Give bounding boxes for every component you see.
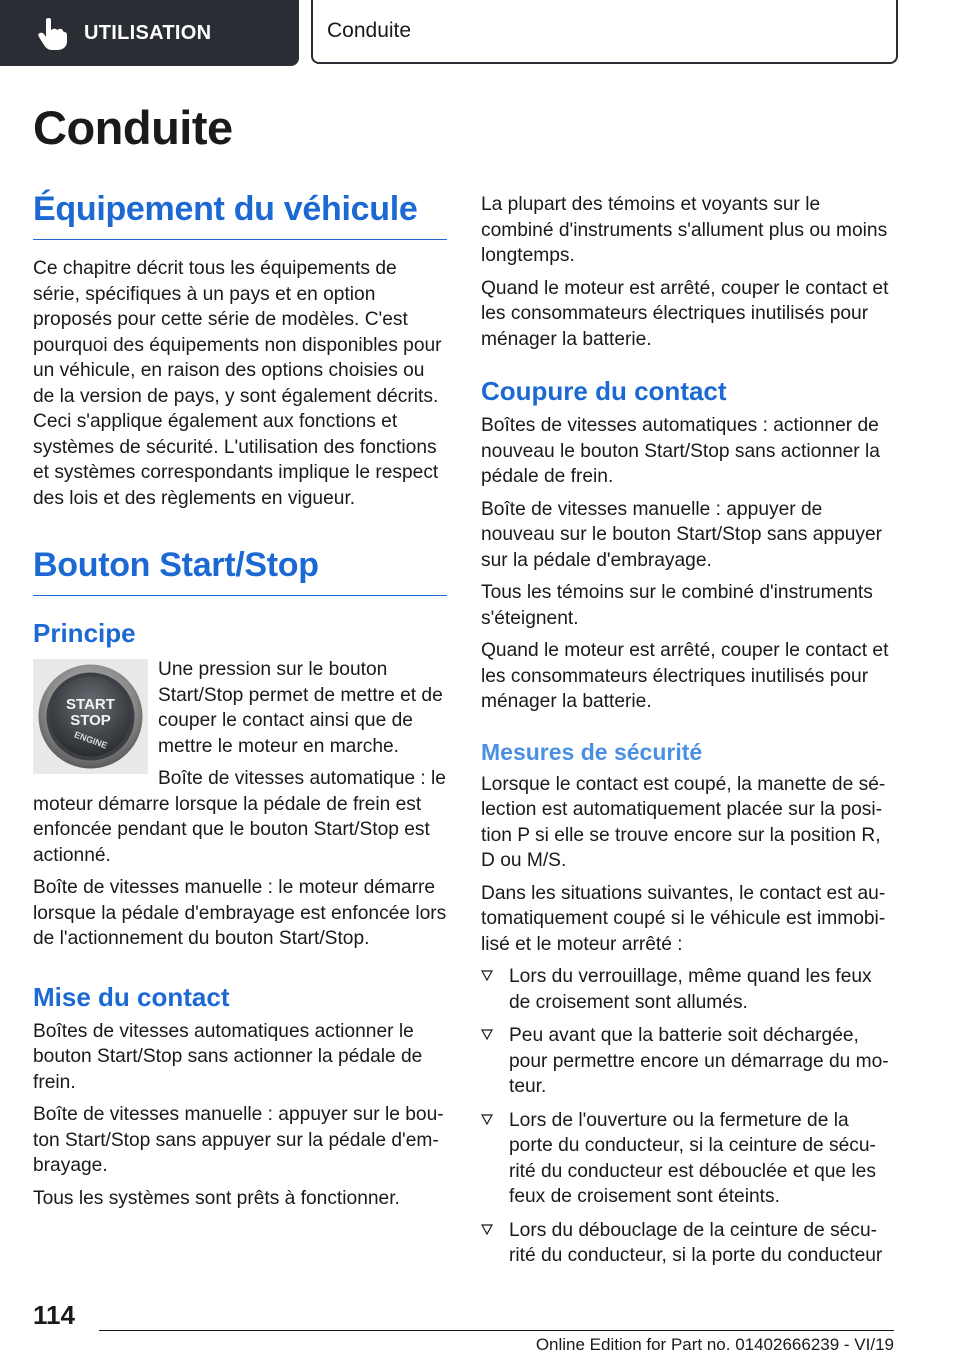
ignition-on-text-3: Tous les systèmes sont prêts à fonctionner.	[33, 1187, 400, 1209]
list-item: Lors du débouclage de la ceinture de sécurité du conducteur, si la porte du conducteur	[481, 1218, 895, 1269]
list-item: Lors du verrouillage, même quand les feux de croisement sont allumés.	[481, 964, 895, 1015]
ignition-on-text-2: Boîte de vitesses manuelle : appuyer sur le bouton Start/Stop sans appuyer sur la pédale d'embrayage.	[33, 1104, 444, 1176]
triangle-bullet-icon	[481, 970, 493, 982]
principle-text-2: Boîte de vitesses automatique : le moteur démarre lorsque la pédale de frein est enfoncée pendant que le bouton Start/Stop est actionné.	[33, 768, 446, 866]
right-column	[481, 192, 895, 1269]
principle-text-1: Une pression sur le bouton Start/Stop permet de mettre et de couper le contact ainsi que de mettre le moteur en marche.	[158, 659, 443, 757]
button-text-stop: STOP	[70, 712, 111, 729]
intro-text-2: Quand le moteur est arrêté, couper le contact et les consommateurs électriques inutilisés pour ménager la batterie.	[481, 277, 889, 350]
ignition-off-text-4: Quand le moteur est arrêté, couper le contact et les consommateurs électriques inutilisés pour ménager la batterie.	[481, 640, 889, 712]
heading-safety: Mesures de sécurité	[481, 738, 703, 765]
footer-divider	[99, 1330, 894, 1331]
triangle-bullet-icon	[481, 1224, 493, 1236]
list-item: Peu avant que la batterie soit déchargée, pour permettre encore un démarrage du moteur.	[481, 1023, 895, 1100]
heading-start-stop: Bouton Start/Stop	[33, 546, 447, 596]
intro-text-1: La plupart des témoins et voyants sur le combiné d'instruments s'allument plus ou moins longtemps.	[481, 194, 888, 266]
section-tab[interactable]	[0, 0, 299, 66]
start-stop-button-image	[33, 659, 148, 774]
principle-block	[33, 657, 447, 952]
heading-equipment: Équipement du véhicule	[33, 190, 447, 240]
button-text-start: START	[66, 696, 115, 713]
heading-ignition-on: Mise du contact	[33, 981, 230, 1012]
chapter-label: Conduite	[327, 19, 412, 42]
ignition-off-text-1: Boîtes de vitesses automatiques : actionner de nouveau le bouton Start/Stop sans actionner la pédale de frein.	[481, 415, 880, 487]
page-number: 114	[33, 1300, 75, 1330]
heading-principle: Principe	[33, 618, 136, 648]
button-text-engine: ENGINE	[72, 729, 109, 751]
chapter-tab[interactable]	[311, 0, 898, 64]
list-item: Lors de l'ouverture ou la fermeture de la porte du conducteur, si la ceinture de sécurité du conducteur est débouclée et que les feux de croisement sont éteints.	[481, 1108, 895, 1210]
left-column	[33, 190, 447, 1211]
section-label: UTILISATION	[84, 21, 212, 44]
principle-text-3: Boîte de vitesses manuelle : le moteur démarre lorsque la pédale d'embrayage est enfoncée lors de l'actionnement du bouton Start/Stop.	[33, 877, 447, 949]
page-title: Conduite	[33, 101, 233, 154]
safety-text-1: Lorsque le contact est coupé, la manette de sélection est automatiquement placée sur la position P si elle se trouve encore sur la position R, D ou M/S.	[481, 773, 886, 871]
triangle-bullet-icon	[481, 1029, 493, 1041]
heading-ignition-off: Coupure du contact	[481, 376, 727, 406]
safety-text-2: Dans les situations suivantes, le contact est automatiquement coupé si le véhicule est immobilisé et le moteur arrêté :	[481, 882, 886, 955]
ignition-off-text-3: Tous les témoins sur le combiné d'instruments s'éteignent.	[481, 582, 873, 629]
ignition-off-text-2: Boîte de vitesses manuelle : appuyer de nouveau sur le bouton Start/Stop sans appuyer sur la pédale d'embrayage.	[481, 498, 883, 571]
triangle-bullet-icon	[481, 1114, 493, 1126]
pointing-hand-icon	[34, 15, 70, 51]
ignition-on-text-1: Boîtes de vitesses automatiques actionner le bouton Start/Stop sans actionner la pédale de frein.	[33, 1020, 423, 1093]
equipment-text: Ce chapitre décrit tous les équipements de série, spécifiques à un pays et en option proposés pour cette série de modèles. C'est pourquoi des équipements non disponibles pour un véhicule, en raison des options choisies ou de la version de pays, y sont également décrits. Ceci s'applique également aux fonctions et systèmes de sécurité. L'utilisation des fonctions et systèmes correspondants implique le respect des lois et des règlements en vigueur.	[33, 258, 442, 509]
edition-text: Online Edition for Part no. 01402666239 - VI/19	[535, 1335, 894, 1354]
safety-list	[481, 964, 895, 1269]
